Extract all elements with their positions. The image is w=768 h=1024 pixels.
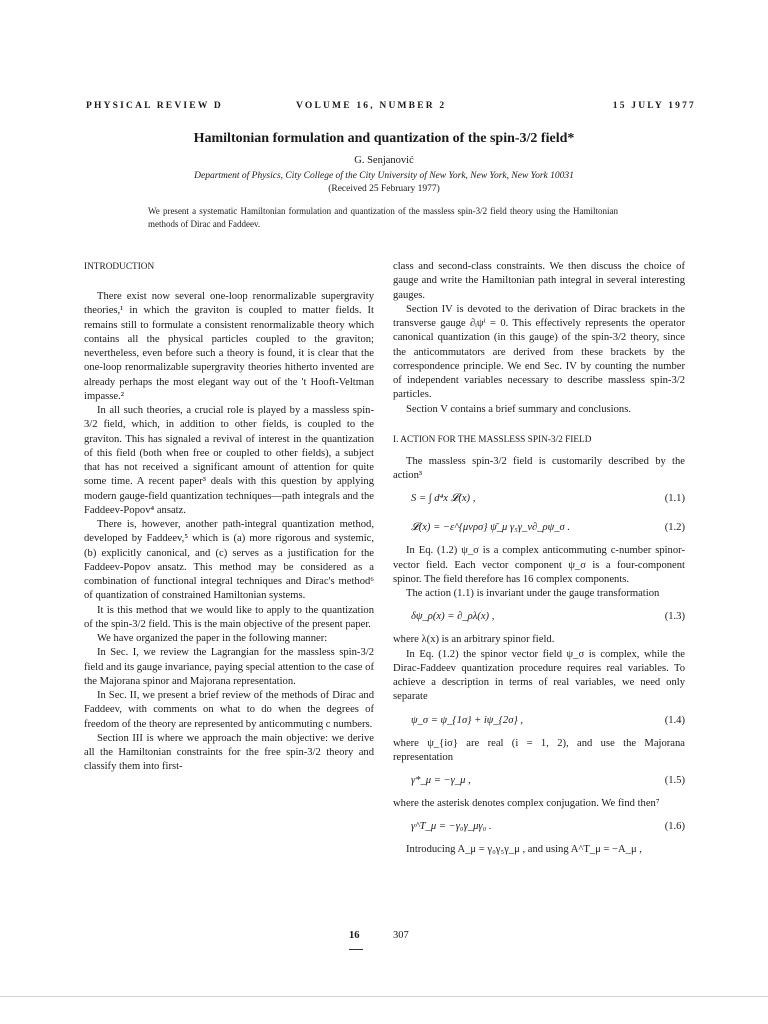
volume-number: VOLUME 16, NUMBER 2 bbox=[296, 101, 447, 111]
paragraph: It is this method that we would like to apply to the quantization of the spin-3/2 field. This is the main objective of the present paper. bbox=[84, 604, 374, 630]
paragraph: There exist now several one-loop renormalizable supergravity theories,¹ in which the graviton is coupled to matter fields. It remains still to formulate a consistent renormalizable theory which contains all the physical particles coupled to the graviton; nevertheless, even before such a theory is found, it is clear that the one-loop renormalizable supergravity theories hitherto invented are already perhaps the most elegant way out of the 't Hooft-Veltman impasse.² bbox=[84, 291, 374, 402]
equation-body: ψ_σ = ψ_{1σ} + iψ_{2σ} , bbox=[411, 714, 523, 726]
paragraph: In all such theories, a crucial role is played by a massless spin-3/2 field, which, in addition to other fields, is coupled to the graviton. This has signaled a revival of interest in the quantization of this field (both when free or coupled to other fields), a subject that has not received a significant amount of attention for quite some time. A recent paper³ deals with this question by applying modern gauge-field quantization techniques—path integrals and the Faddeev-Popov⁴ ansatz. bbox=[84, 405, 374, 516]
received-date: (Received 25 February 1977) bbox=[328, 184, 440, 194]
equation-1-2 bbox=[393, 521, 685, 535]
paragraph: Introducing A_μ = γ₀γ₅γ_μ , and using A^T_μ = −A_μ , bbox=[406, 844, 642, 856]
left-column bbox=[84, 260, 374, 775]
paragraph: There is, however, another path-integral quantization method, developed by Faddeev,⁵ which is (a) more rigorous and systemic, (b) explicitly canonical, and (c) serves as a justification for the Faddeev-Popov ansatz. This method may be considered as a combination of functional integral techniques and Dirac's method⁶ of quantization of constrained Hamiltonian systems. bbox=[84, 519, 374, 602]
paragraph: where λ(x) is an arbitrary spinor field. bbox=[393, 634, 555, 646]
paragraph: The massless spin-3/2 field is customarily described by the action³ bbox=[393, 455, 685, 481]
equation-number: (1.6) bbox=[664, 821, 685, 833]
paragraph: In Sec. II, we present a brief review of the methods of Dirac and Faddeev, with comments on what to do when the degrees of freedom of the theory are represented by anticommuting c numbers. bbox=[84, 690, 374, 730]
right-column bbox=[393, 260, 685, 858]
paragraph: In Sec. I, we review the Lagrangian for the massless spin-3/2 field and its gauge invariance, paying special attention to the case of the Majorana spinor and Majorana representation. bbox=[84, 647, 374, 687]
paragraph: where ψ_{iσ} are real (i = 1, 2), and use the Majorana representation bbox=[393, 737, 685, 763]
journal-name: PHYSICAL REVIEW D bbox=[86, 101, 223, 111]
equation-1-3 bbox=[393, 610, 685, 624]
equation-body: γ*_μ = −γ_μ , bbox=[411, 775, 471, 786]
equation-1-5 bbox=[393, 774, 685, 788]
equation-1-4 bbox=[393, 714, 685, 728]
scan-edge-line bbox=[0, 996, 768, 997]
running-header bbox=[86, 101, 696, 115]
article-title: Hamiltonian formulation and quantization of the spin-3/2 field* bbox=[193, 131, 575, 146]
equation-number: (1.4) bbox=[664, 714, 685, 726]
issue-date: 15 JULY 1977 bbox=[612, 101, 696, 111]
paragraph: The action (1.1) is invariant under the gauge transformation bbox=[406, 588, 660, 599]
paragraph: Section III is where we approach the main objective: we derive all the Hamiltonian constraints for the free spin-3/2 theory and classify them into first- bbox=[84, 732, 374, 773]
page-number-underline bbox=[349, 949, 363, 950]
paragraph: Section V contains a brief summary and conclusions. bbox=[406, 403, 631, 415]
equation-body: δψ_ρ(x) = ∂_ρλ(x) , bbox=[411, 611, 495, 623]
paragraph: where the asterisk denotes complex conjugation. We find then⁷ bbox=[393, 798, 660, 809]
author-name: G. Senjanović bbox=[354, 155, 414, 166]
equation-number: (1.5) bbox=[664, 775, 685, 786]
paragraph: In Eq. (1.2) the spinor vector field ψ_σ is complex, while the Dirac-Faddeev quantization procedure requires real variables. To achieve a description in terms of real variables, we need only separate bbox=[393, 648, 685, 703]
page-number: 307 bbox=[393, 930, 409, 941]
equation-number: (1.3) bbox=[664, 611, 685, 623]
author-affiliation: Department of Physics, City College of the City University of New York, New York, New York 10031 bbox=[194, 171, 574, 181]
equation-number: (1.2) bbox=[664, 522, 685, 534]
equation-body: 𝓛(x) = −ε^{μνρσ} ψ̄_μ γ₅γ_ν∂_ρψ_σ . bbox=[411, 522, 571, 534]
equation-number: (1.1) bbox=[664, 493, 685, 505]
equation-body: γ^T_μ = −γ₀γ_μγ₀ . bbox=[411, 821, 492, 833]
paragraph: We have organized the paper in the following manner: bbox=[97, 633, 328, 644]
page-number-volume: 16 bbox=[349, 930, 360, 941]
section-heading-action: I. ACTION FOR THE MASSLESS SPIN-3/2 FIELD bbox=[393, 434, 592, 445]
equation-1-1 bbox=[393, 492, 685, 512]
paragraph: In Eq. (1.2) ψ_σ is a complex anticommuting c-number spinor-vector field. Each vector component ψ_σ is a four-component spinor. The field therefore has 16 complex components. bbox=[393, 545, 685, 585]
section-heading-introduction: INTRODUCTION bbox=[84, 262, 155, 272]
paragraph: Section IV is devoted to the derivation of Dirac brackets in the transverse gauge ∂ᵢψⁱ = 0. This effectively represents the operator canonical quantization (in this gauge) of the spin-3/2 theory, since the anticommutators are derived from these brackets by the correspondence principle. We end Sec. IV by counting the number of independent variables necessary to describe massless spin-3/2 particles. bbox=[393, 303, 685, 401]
equation-body: S = ∫ d⁴x 𝓛(x) , bbox=[411, 493, 476, 505]
equation-1-6 bbox=[393, 820, 685, 834]
abstract: We present a systematic Hamiltonian formulation and quantization of the massless spin-3/2 field theory using the Hamiltonian methods of Dirac and Faddeev. bbox=[148, 206, 618, 229]
paragraph: class and second-class constraints. We then discuss the choice of gauge and write the Hamiltonian path integral in several interesting gauges. bbox=[393, 261, 685, 301]
